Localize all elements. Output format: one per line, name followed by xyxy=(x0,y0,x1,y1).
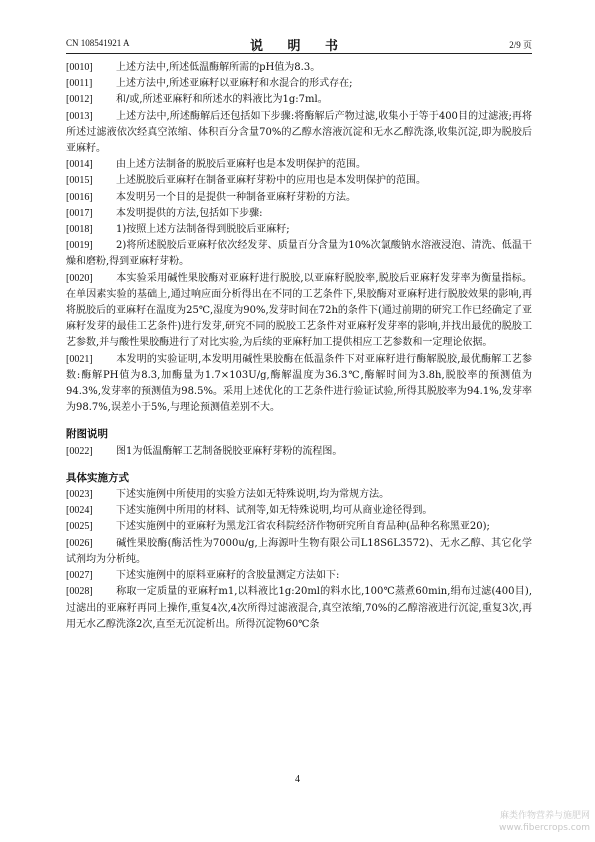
paragraph-number: [0023] xyxy=(66,489,93,501)
paragraph-text: 下述实施例中所用的材料、试剂等,如无特殊说明,均可从商业途径得到。 xyxy=(116,505,433,517)
paragraph-number: [0015] xyxy=(66,175,93,187)
paragraph-text: 1)按照上述方法制备得到脱胶后亚麻籽; xyxy=(116,224,290,236)
paragraph xyxy=(66,157,532,173)
paragraph-number: [0010] xyxy=(66,62,93,73)
paragraph-number: [0011] xyxy=(66,78,93,90)
paragraph-text: 图1为低温酶解工艺制备脱胶亚麻籽芽粉的流程图。 xyxy=(116,445,343,457)
paragraph xyxy=(66,568,532,584)
paragraph-text: 上述方法中,所述亚麻籽以亚麻籽和水混合的形式存在; xyxy=(116,78,353,90)
paragraph-text: 上述脱胶后亚麻籽在制备亚麻籽芽粉中的应用也是本发明保护的范围。 xyxy=(116,175,426,187)
paragraph xyxy=(66,173,532,189)
paragraph-number: [0013] xyxy=(66,110,93,122)
paragraph-number: [0022] xyxy=(66,445,93,457)
embodiment-paragraphs xyxy=(66,487,532,633)
paragraph-text: 和/或,所述亚麻籽和所述水的料液比为1g:7ml。 xyxy=(116,94,328,106)
paragraph-text: 下述实施例中的亚麻籽为黑龙江省农科院经济作物研究所自育品种(品种名称黑亚20); xyxy=(116,521,490,533)
paragraph xyxy=(66,190,532,206)
page-number: 4 xyxy=(295,774,300,785)
paragraph xyxy=(66,352,532,417)
paragraph xyxy=(66,487,532,503)
paragraph-number: [0018] xyxy=(66,224,93,236)
header-divider xyxy=(66,53,532,54)
paragraph-number: [0024] xyxy=(66,505,93,517)
paragraph-number: [0016] xyxy=(66,191,93,203)
paragraph-text: 下述实施例中所使用的实验方法如无特殊说明,均为常规方法。 xyxy=(116,489,390,501)
paragraph-number: [0028] xyxy=(66,586,93,598)
paragraph-number: [0026] xyxy=(66,537,93,549)
paragraph-number: [0019] xyxy=(66,240,93,252)
paragraph xyxy=(66,584,532,633)
paragraph-text: 2)将所述脱胶后亚麻籽依次经发芽、质量百分含量为10%次氯酸钠水溶液浸泡、清洗、低温干燥和磨粉,得到亚麻籽芽粉。 xyxy=(66,240,532,268)
paragraph-number: [0012] xyxy=(66,94,93,106)
paragraph-text: 由上述方法制备的脱胶后亚麻籽也是本发明保护的范围。 xyxy=(116,159,366,171)
paragraph-number: [0020] xyxy=(66,272,93,284)
document-title: 说 明 书 xyxy=(249,39,349,54)
claims-paragraphs xyxy=(66,60,532,416)
paragraph-text: 碱性果胶酶(酶活性为7000u/g,上海源叶生物有限公司L18S6L3572)、无水乙醇、其它化学试剂均为分析纯。 xyxy=(66,537,532,565)
paragraph-number: [0017] xyxy=(66,207,93,219)
paragraph xyxy=(66,60,532,76)
paragraph-text: 上述方法中,所述低温酶解所需的pH值为8.3。 xyxy=(116,62,321,73)
paragraph xyxy=(66,76,532,92)
paragraph xyxy=(66,271,532,352)
paragraph xyxy=(66,536,532,568)
paragraph-text: 上述方法中,所述酶解后还包括如下步骤:将酶解后产物过滤,收集小于等于400目的过滤液;再将所述过滤液依次经真空浓缩、体积百分含量70%的乙醇水溶液沉淀和无水乙醇洗涤,收集沉淀,即为脱胶后亚麻籽。 xyxy=(66,110,532,155)
watermark xyxy=(460,810,590,834)
paragraph xyxy=(66,519,532,535)
page-header xyxy=(66,36,532,54)
paragraph-text: 本发明提供的方法,包括如下步骤: xyxy=(116,207,263,219)
section-heading-drawings: 附图说明 xyxy=(66,428,108,441)
paragraph xyxy=(66,238,532,270)
paragraph xyxy=(66,503,532,519)
paragraph-text: 本发明的实验证明,本发明用碱性果胶酶在低温条件下对亚麻籽进行酶解脱胶,最优酶解工艺参数:酶解PH值为8.3,加酶量为1.7×103U/g,酶解温度为36.3℃,酶解时间为3.8h,脱胶率的预测值为94.3%,发芽率的预测值为98.5%。采用上述优化的工艺条件进行验证试验,所得其脱胶率为94.1%,发芽率为98.7%,误差小于5%,与理论预测值差别不大。 xyxy=(66,353,532,414)
paragraph-number: [0025] xyxy=(66,521,93,533)
document-body xyxy=(66,60,532,633)
paragraph-text: 下述实施例中的原料亚麻籽的含胶量测定方法如下: xyxy=(116,570,340,582)
paragraph-text: 本实验采用碱性果胶酶对亚麻籽进行脱胶,以亚麻籽脱胶率,脱胶后亚麻籽发芽率为衡量指标。在单因素实验的基础上,通过响应面分析得出在不同的工艺条件下,果胶酶对亚麻籽进行脱胶效果的影响,再将脱胶后的亚麻籽在温度为25℃,湿度为90%,发芽时间在72h的条件下(通过前期的研究工作已经确定了亚麻籽发芽的最佳工艺条件)进行发芽,研究不同的脱胶工艺条件对亚麻籽发芽率的影响,并找出最优的脱胶工艺参数,并与酸性果胶酶进行了对比实验,为后续的亚麻籽加工提供相应工艺参数和一定理论依据。 xyxy=(66,272,532,349)
watermark-line-1: 麻类作物营养与施肥网 xyxy=(499,811,590,821)
drawings-paragraphs xyxy=(66,444,532,460)
patent-number: CN 108541921 A xyxy=(66,38,130,48)
watermark-line-2: www.fibercrops.com xyxy=(499,823,590,833)
paragraph-number: [0027] xyxy=(66,570,93,582)
paragraph xyxy=(66,206,532,222)
page-info: 2/9 页 xyxy=(509,40,532,50)
paragraph-number: [0021] xyxy=(66,353,93,365)
paragraph xyxy=(66,109,532,158)
paragraph xyxy=(66,222,532,238)
paragraph xyxy=(66,444,532,460)
paragraph xyxy=(66,92,532,108)
paragraph-text: 本发明另一个目的是提供一种制备亚麻籽芽粉的方法。 xyxy=(116,191,356,203)
section-heading-embodiments: 具体实施方式 xyxy=(66,471,129,484)
paragraph-number: [0014] xyxy=(66,159,93,171)
paragraph-text: 称取一定质量的亚麻籽m1,以料液比1g:20ml的料水比,100℃蒸煮60min,绢布过滤(400目),过滤出的亚麻籽再同上操作,重复4次,4次所得过滤液混合,真空浓缩,70%的乙醇溶液进行沉淀,重复3次,再用无水乙醇洗涤2次,直至无沉淀析出。所得沉淀物60℃条 xyxy=(66,586,532,630)
